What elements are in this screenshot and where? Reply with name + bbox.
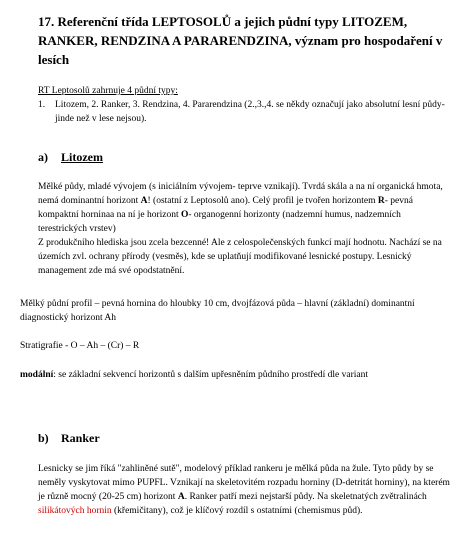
section-a-title: Litozem [61,150,103,164]
text-run: : se základní sekvencí horizontů s dalším upřesněním půdního prostředí dle variant [53,370,369,380]
section-b-title: Ranker [61,431,100,445]
litozem-paragraph-2: Z produkčního hlediska jsou zcela bezcenné! Ale z celospolečenských funkcí mají hodnotu. Nachází se na územích zvl. ochrany přírody (vesměs), kde se uplatňují modifikované lesnické postupy. Lesnický management zde má své opodstatnění. [38,238,442,276]
list-item-text: Litozem, 2. Ranker, 3. Rendzina, 4. Pararendzina (2.,3.,4. se někdy označují jako absolutní lesní půdy- jinde než v lese nejsou). [55,100,445,124]
text-run: Mělké půdy, mladé vývojem (s iniciálním vývojem- teprve vznikají). Tvrdá skála a na ní organická hmota, nemá dominantní horizont [38,182,443,206]
text-run: - pevná kompaktní horninaa na ní je horizont [38,196,413,220]
litozem-paragraph-1 [38,180,450,236]
ranker-paragraph [38,462,450,518]
list-number: 1. [38,100,46,110]
intro-lead: RT Leptosolů zahrnuje 4 půdní typy: [38,86,178,96]
section-a-heading [38,149,103,165]
text-run: . Ranker patří mezi nejstarší půdy. Na skeletnatých zvětralinách [184,492,427,502]
horizon-o-bold: O [181,210,189,220]
litozem-modal-subtype [20,368,450,382]
text-run: Lesnicky se jim říká "zahliněné sutě", modelový příklad rankeru je mělká půda na žule. Tyto půdy by se neměly vyskytovat mimo PUPFL. Vznikají na skeletovitém rozpadu horniny (D-detritát horniny), na kterém je různě mocný (20-25 cm) horizont [38,464,450,502]
text-run: - organogenní horizonty (nadzemní humus, nadzemních terestrických vrstev) [38,210,401,234]
litozem-stratigraphy: Stratigrafie - O – Ah – (Cr) – R [20,341,140,351]
highlighted-term: silikátových hornin [38,506,112,516]
section-a-label: a) [38,150,48,164]
litozem-profile-text: Mělký půdní profil – pevná hornina do hloubky 10 cm, dvojfázová půda – hlavní (základní) dominantní diagnostický horizont Ah [20,299,415,323]
section-b-label: b) [38,431,49,445]
modal-term: modální [20,370,54,380]
horizon-r-bold: R [377,196,385,206]
text-run: (křemičitany), což je klíčový rozdíl s ostatními (chemismus půd). [111,506,363,516]
intro-list-item [38,98,448,126]
text-run: ! (ostatní z Leptosolů ano). Celý profil je tvořen horizontem [147,196,378,206]
horizon-a-bold: A [140,196,148,206]
section-b-heading [38,430,100,446]
horizon-a-bold: A [177,492,185,502]
document-heading: 17. Referenční třída LEPTOSOLŮ a jejich půdní typy LITOZEM, RANKER, RENDZINA A PARARENDZINA, význam pro hospodaření v lesích [38,14,443,67]
